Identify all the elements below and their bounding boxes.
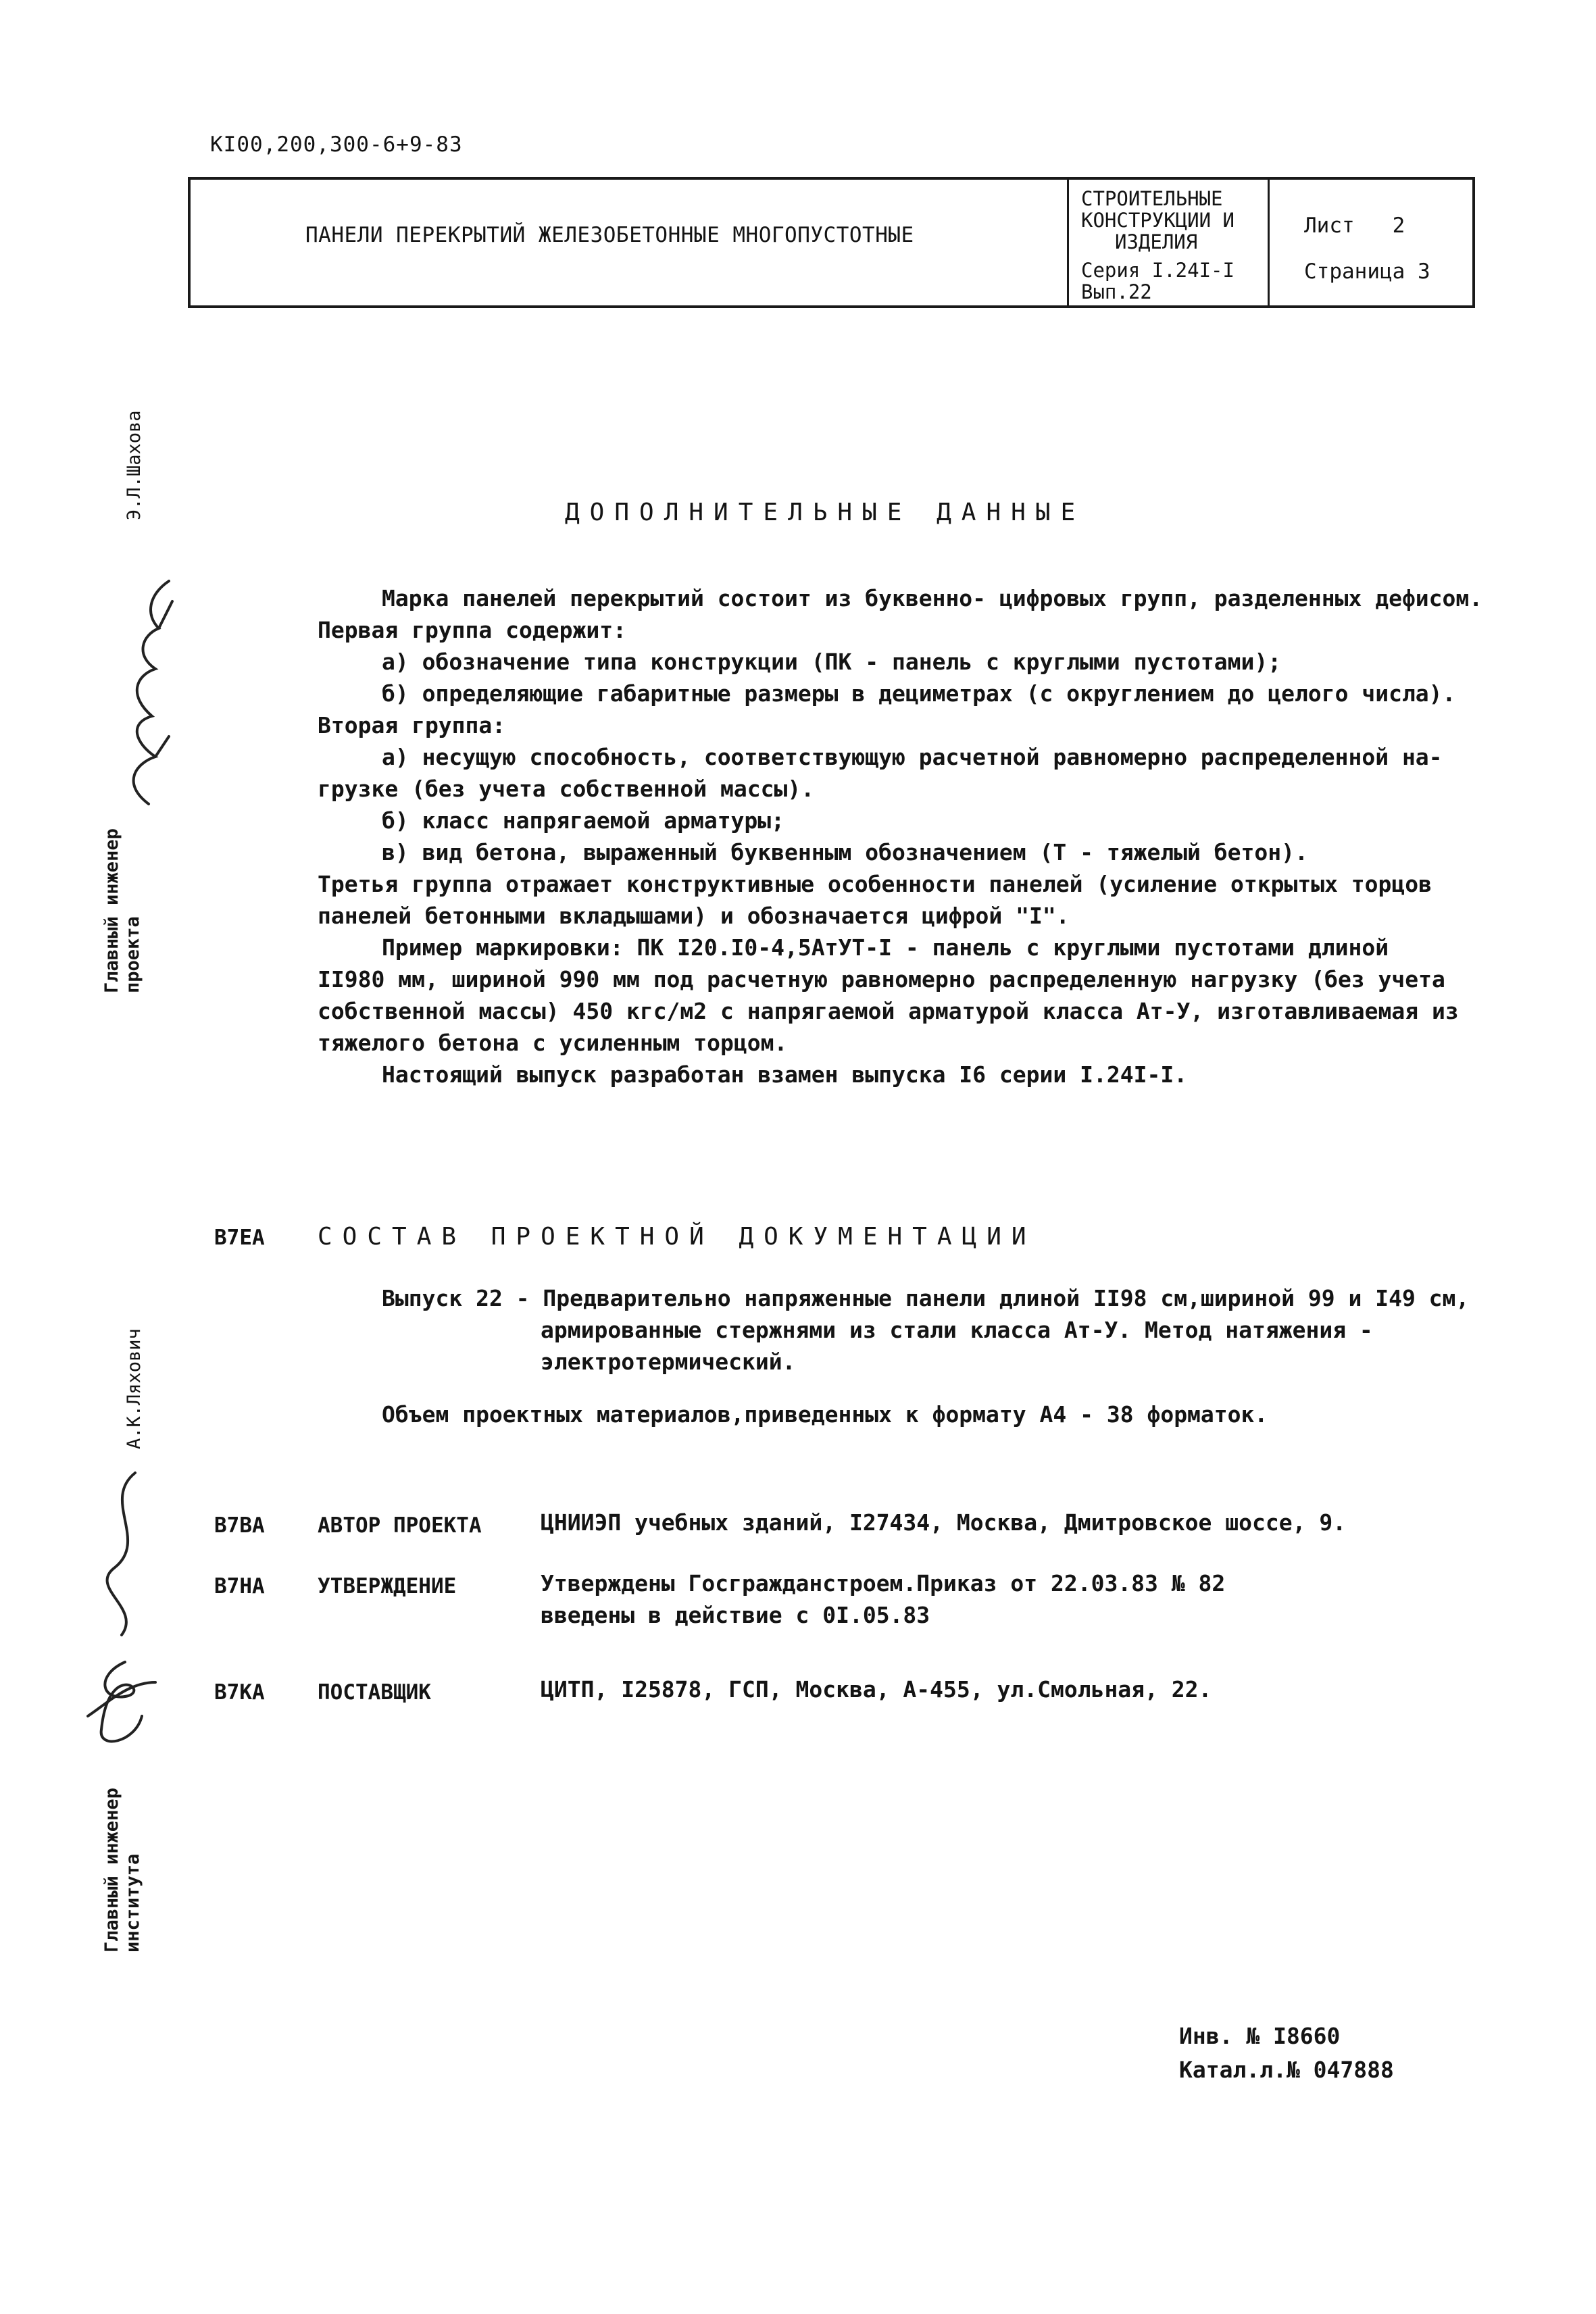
paragraph-line: собственной массы) 450 кгс/м2 с напрягаемой арматурой класса Ат-У, изготавливаемая из xyxy=(318,998,1459,1024)
entry-code-author: В7ВА xyxy=(214,1513,265,1538)
paragraph-line: Первая группа содержит: xyxy=(318,617,626,643)
paragraph-line: панелей бетонными вкладышами) и обозначается цифрой "I". xyxy=(318,903,1070,929)
sheet-number: Лист 2 xyxy=(1304,213,1405,238)
additional-data-heading: ДОПОЛНИТЕЛЬНЫЕ ДАННЫЕ xyxy=(565,499,1086,526)
series-line: КОНСТРУКЦИИ И xyxy=(1081,209,1235,232)
signatory-role-bottom xyxy=(101,1788,143,1953)
role-line: проекта xyxy=(122,916,143,993)
paragraph-line: II980 мм, шириной 990 мм под расчетную равномерно распределенную нагрузку (без учета xyxy=(318,966,1445,992)
signatory-role-top xyxy=(101,828,143,993)
page-number: Страница 3 xyxy=(1304,259,1430,284)
entry-label-supplier: ПОСТАВЩИК xyxy=(318,1680,431,1705)
entry-label-author: АВТОР ПРОЕКТА xyxy=(318,1513,482,1538)
signatory-name-top: Э.Л.Шахова xyxy=(124,410,145,520)
paragraph-line: а) несущую способность, соответствующую расчетной равномерно распределенной на- xyxy=(382,744,1443,770)
paragraph-line: тяжелого бетона с усиленным торцом. xyxy=(318,1030,788,1056)
issue-line: электротермический. xyxy=(541,1349,796,1375)
series-block xyxy=(1081,188,1235,303)
document-code: КI00,200,300-6+9-83 xyxy=(210,132,463,157)
entry-code-supplier: В7КА xyxy=(214,1680,265,1705)
paragraph-line: Вторая группа: xyxy=(318,712,506,738)
inventory-number: Инв. № I8660 xyxy=(1179,2023,1341,2049)
paragraph-line: б) класс напрягаемой арматуры; xyxy=(382,807,785,834)
role-line: института xyxy=(122,1853,143,1953)
series-line: СТРОИТЕЛЬНЫЕ xyxy=(1081,187,1223,210)
role-line: Главный инженер xyxy=(101,1788,122,1953)
paragraph-line: грузке (без учета собственной массы). xyxy=(318,776,815,802)
title-block xyxy=(188,177,1475,308)
volume-line: Объем проектных материалов,приведенных к формату А4 - 38 форматок. xyxy=(382,1401,1268,1428)
entry-label-approval: УТВЕРЖДЕНИЕ xyxy=(318,1574,457,1599)
entry-value-approval: введены в действие с 0I.05.83 xyxy=(541,1602,930,1628)
entry-value-author: ЦНИИЭП учебных зданий, I27434, Москва, Дмитровское шоссе, 9. xyxy=(541,1509,1347,1536)
composition-code: В7ЕА xyxy=(214,1226,265,1250)
composition-heading: СОСТАВ ПРОЕКТНОЙ ДОКУМЕНТАЦИИ xyxy=(318,1223,1037,1251)
document-title: ПАНЕЛИ ПЕРЕКРЫТИЙ ЖЕЛЕЗОБЕТОННЫЕ МНОГОПУСТОТНЫЕ xyxy=(305,223,914,247)
paragraph-line: Пример маркировки: ПК I20.I0-4,5АтУТ-I - панель с круглыми пустотами длиной xyxy=(382,934,1389,961)
paragraph-line: Марка панелей перекрытий состоит из буквенно- цифровых групп, разделенных дефисом. xyxy=(382,585,1483,611)
signature-bottom xyxy=(61,1459,162,1757)
paragraph-line: б) определяющие габаритные размеры в дециметрах (с округлением до целого числа). xyxy=(382,680,1456,707)
paragraph-line: в) вид бетона, выраженный буквенным обозначением (Т - тяжелый бетон). xyxy=(382,839,1308,865)
title-block-divider xyxy=(1268,180,1270,305)
entry-code-approval: В7НА xyxy=(214,1574,265,1599)
paragraph-line: Настоящий выпуск разработан взамен выпуска I6 серии I.24I-I. xyxy=(382,1061,1188,1088)
issue-line: Выпуск 22 - Предварительно напряженные панели длиной II98 см,шириной 99 и I49 см, xyxy=(382,1285,1470,1311)
signatory-name-bottom: А.К.Ляхович xyxy=(124,1328,145,1449)
title-block-divider xyxy=(1067,180,1069,305)
paragraph-line: Третья группа отражает конструктивные особенности панелей (усиление открытых торцов xyxy=(318,871,1432,897)
series-line: ИЗДЕЛИЯ xyxy=(1115,230,1198,253)
entry-value-approval: Утверждены Госгражданстроем.Приказ от 22.03.83 № 82 xyxy=(541,1570,1226,1596)
role-line: Главный инженер xyxy=(101,828,122,993)
series-line: Серия I.24I-I xyxy=(1081,259,1235,282)
issue-line: армированные стержнями из стали класса Ат-У. Метод натяжения - xyxy=(541,1317,1373,1343)
entry-value-supplier: ЦИТП, I25878, ГСП, Москва, А-455, ул.Смольная, 22. xyxy=(541,1676,1212,1703)
paragraph-line: а) обозначение типа конструкции (ПК - панель с круглыми пустотами); xyxy=(382,649,1282,675)
series-line: Вып.22 xyxy=(1081,280,1152,303)
catalog-number: Катал.л.№ 047888 xyxy=(1179,2057,1394,2083)
signature-top xyxy=(108,561,182,818)
